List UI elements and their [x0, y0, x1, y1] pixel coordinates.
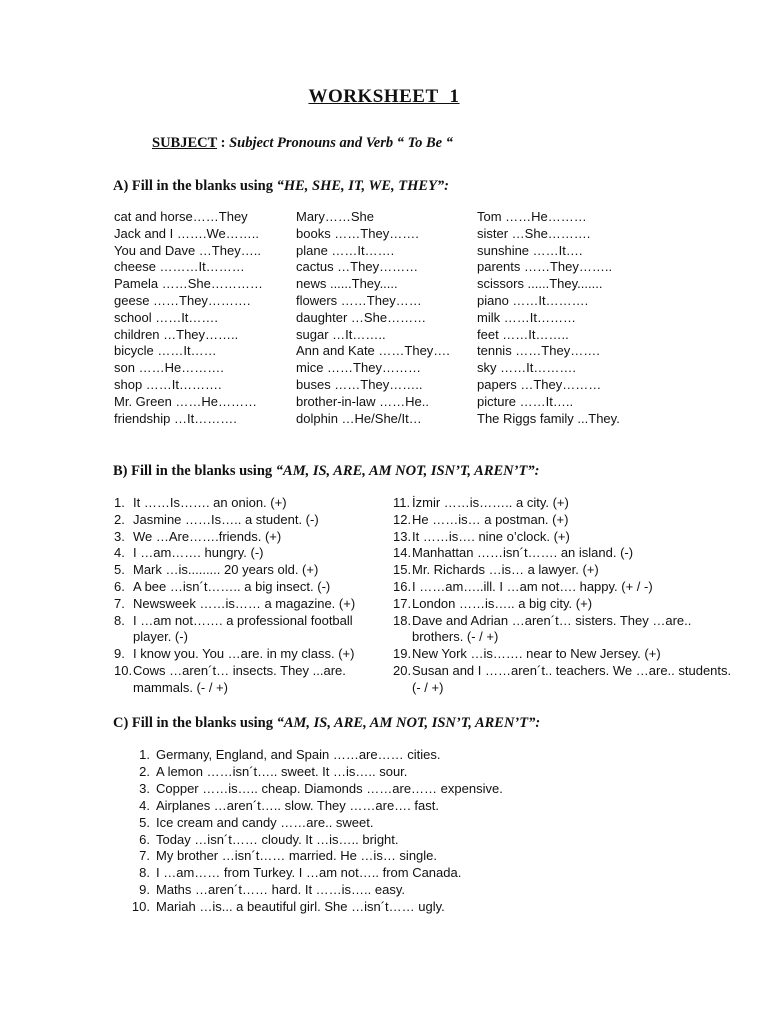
section-b-heading: [113, 463, 539, 480]
blank-item: Pamela ……She…………: [114, 276, 263, 292]
blank-item: sister …She……….: [477, 225, 591, 241]
blank-item: shop ……It……….: [114, 376, 222, 392]
exercise-number: 5.: [139, 814, 150, 830]
section-a-heading-quote: “HE, SHE, IT, WE, THEY”:: [276, 178, 450, 194]
blank-item: son ……He……….: [114, 360, 224, 376]
exercise-number: 2.: [139, 763, 150, 779]
exercise-item: [393, 646, 733, 663]
exercise-item: [130, 764, 690, 781]
section-a-heading-prefix: A) Fill in the blanks using: [113, 178, 277, 194]
section-a-column-1: [114, 209, 263, 427]
exercise-number: 13.: [393, 528, 412, 544]
blank-item: tennis ……They…….: [477, 343, 600, 359]
blank-item: You and Dave …They…..: [114, 242, 261, 258]
blank-item: cactus …They………: [296, 259, 419, 275]
exercise-item: [130, 882, 690, 899]
exercise-item: [130, 798, 690, 815]
exercise-number: 9.: [139, 882, 150, 898]
subject-label: SUBJECT: [152, 135, 218, 151]
exercise-number: 7.: [139, 848, 150, 864]
blank-item: sky ……It……….: [477, 360, 576, 376]
blank-item: school ……It…….: [114, 309, 219, 325]
blank-item: sunshine ……It….: [477, 242, 583, 258]
exercise-text: He ……is… a postman. (+): [412, 511, 569, 527]
blank-item: Tom ……He………: [477, 209, 587, 224]
section-c-heading-prefix: C) Fill in the blanks using: [113, 715, 277, 731]
exercise-text: Mr. Richards …is… a lawyer. (+): [412, 562, 599, 578]
blank-item: geese ……They……….: [114, 292, 251, 308]
exercise-text: I ……am…..ill. I …am not…. happy. (+ / -): [412, 578, 653, 594]
blank-item: parents ……They……..: [477, 259, 613, 275]
blank-item: sugar …It……..: [296, 326, 386, 342]
blank-item: Mary……She: [296, 209, 375, 224]
exercise-number: 3.: [114, 528, 125, 544]
subject-line: [152, 135, 453, 152]
exercise-number: 7.: [114, 595, 125, 611]
exercise-item: [393, 579, 733, 596]
blank-item: bicycle ……It……: [114, 343, 217, 359]
exercise-number: 16.: [393, 578, 412, 594]
blank-item: The Riggs family ...They.: [477, 410, 620, 426]
exercise-number: 2.: [114, 511, 125, 527]
section-c-list: [130, 747, 690, 916]
exercise-item: [393, 663, 733, 697]
exercise-text: New York …is……. near to New Jersey. (+): [412, 646, 661, 662]
blank-item: children …They……..: [114, 326, 239, 342]
exercise-text: Mark …is......... 20 years old. (+): [133, 562, 319, 578]
blank-item: flowers ……They……: [296, 292, 422, 308]
exercise-item: [130, 781, 690, 798]
blank-item: scissors ......They.......: [477, 276, 603, 292]
exercise-number: 6.: [139, 831, 150, 847]
section-c-heading-quote: “AM, IS, ARE, AM NOT, ISN’T, AREN’T”:: [276, 715, 541, 731]
subject-separator: :: [217, 135, 230, 151]
exercise-text: My brother …isn´t…… married. He …is… single.: [156, 848, 438, 864]
exercise-item: [114, 663, 384, 697]
section-a-heading: [113, 178, 449, 195]
blank-item: milk ……It………: [477, 309, 576, 325]
exercise-number: 10.: [131, 899, 150, 915]
exercise-text: I …am……. hungry. (-): [133, 545, 264, 561]
blank-item: brother-in-law ……He..: [296, 393, 429, 409]
exercise-number: 5.: [114, 562, 125, 578]
blank-item: papers …They………: [477, 376, 602, 392]
blank-item: cat and horse……They: [114, 209, 248, 224]
exercise-item: [130, 865, 690, 882]
exercise-item: [130, 848, 690, 865]
exercise-text: Manhattan ……isn´t……. an island. (-): [412, 545, 634, 561]
exercise-number: 18.: [393, 612, 412, 628]
blank-item: picture ……It…..: [477, 393, 574, 409]
exercise-number: 19.: [393, 646, 412, 662]
exercise-text: Cows …aren´t… insects. They ...are. mammals. (- / +): [133, 662, 346, 695]
exercise-item: [393, 495, 733, 512]
exercise-text: It ……is…. nine o’clock. (+): [412, 528, 570, 544]
page-title: WORKSHEET 1: [308, 86, 460, 107]
exercise-text: Mariah …is... a beautiful girl. She …isn´t…… ugly.: [156, 899, 445, 915]
exercise-item: [393, 613, 733, 647]
exercise-text: Susan and I ……aren´t.. teachers. We …are.. students. (- / +): [412, 662, 732, 695]
exercise-text: It ……Is……. an onion. (+): [133, 495, 287, 510]
exercise-number: 8.: [139, 865, 150, 881]
exercise-number: 1.: [139, 747, 150, 762]
exercise-number: 14.: [393, 545, 412, 561]
exercise-text: İzmir ……is…….. a city. (+): [412, 495, 569, 510]
blank-item: plane ……It…….: [296, 242, 395, 258]
exercise-number: 20.: [393, 662, 412, 678]
exercise-text: Newsweek ……is…… a magazine. (+): [133, 595, 356, 611]
exercise-text: We …Are…….friends. (+): [133, 528, 282, 544]
exercise-number: 9.: [114, 646, 125, 662]
exercise-text: A lemon ……isn´t….. sweet. It …is….. sour.: [156, 763, 408, 779]
blank-item: daughter …She………: [296, 309, 427, 325]
section-b-right-list: [393, 495, 733, 697]
exercise-text: I …am not……. a professional football player. (-): [133, 612, 353, 645]
blank-item: news ......They.....: [296, 276, 398, 292]
exercise-text: I know you. You …are. in my class. (+): [133, 646, 355, 662]
exercise-number: 6.: [114, 578, 125, 594]
exercise-text: Copper ……is….. cheap. Diamonds ……are…… expensive.: [156, 780, 503, 796]
section-a-column-3: [477, 209, 620, 427]
exercise-text: Today …isn´t…… cloudy. It …is….. bright.: [156, 831, 399, 847]
blank-item: cheese ………It………: [114, 259, 245, 275]
section-c-heading: [113, 715, 540, 732]
exercise-number: 8.: [114, 612, 125, 628]
exercise-text: Airplanes …aren´t….. slow. They ……are…. fast.: [156, 797, 439, 813]
exercise-item: [393, 596, 733, 613]
exercise-item: [114, 596, 384, 613]
exercise-item: [130, 899, 690, 916]
exercise-item: [393, 545, 733, 562]
blank-item: feet ……It……..: [477, 326, 569, 342]
blank-item: buses ……They……..: [296, 376, 423, 392]
exercise-text: London ……is….. a big city. (+): [412, 595, 593, 611]
section-b-heading-prefix: B) Fill in the blanks using: [113, 463, 276, 479]
exercise-text: Maths …aren´t…… hard. It ……is….. easy.: [156, 882, 405, 898]
exercise-item: [130, 832, 690, 849]
exercise-number: 1.: [114, 495, 125, 510]
blank-item: dolphin …He/She/It…: [296, 410, 422, 426]
exercise-number: 10.: [114, 662, 133, 678]
blank-item: books ……They…….: [296, 225, 419, 241]
exercise-item: [130, 815, 690, 832]
exercise-item: [114, 613, 384, 647]
blank-item: Jack and I …….We……..: [114, 225, 259, 241]
blank-item: Ann and Kate ……They….: [296, 343, 450, 359]
exercise-item: [393, 562, 733, 579]
exercise-item: [114, 579, 384, 596]
exercise-number: 17.: [393, 595, 412, 611]
blank-item: mice ……They………: [296, 360, 421, 376]
exercise-text: I …am…… from Turkey. I …am not….. from Canada.: [156, 865, 462, 881]
exercise-item: [393, 512, 733, 529]
exercise-text: Dave and Adrian …aren´t… sisters. They …are.. brothers. (- / +): [412, 612, 692, 645]
exercise-text: Jasmine ……Is….. a student. (-): [133, 511, 319, 527]
exercise-item: [114, 495, 384, 512]
blank-item: Mr. Green ……He………: [114, 393, 258, 409]
exercise-number: 4.: [114, 545, 125, 561]
exercise-number: 3.: [139, 780, 150, 796]
exercise-item: [114, 545, 384, 562]
exercise-item: [130, 747, 690, 764]
blank-item: piano ……It……….: [477, 292, 589, 308]
exercise-number: 4.: [139, 797, 150, 813]
section-b-heading-quote: “AM, IS, ARE, AM NOT, ISN’T, AREN’T”:: [275, 463, 540, 479]
exercise-item: [114, 562, 384, 579]
exercise-item: [393, 529, 733, 546]
exercise-text: A bee …isn´t…….. a big insect. (-): [133, 578, 331, 594]
exercise-text: Ice cream and candy ……are.. sweet.: [156, 814, 374, 830]
exercise-number: 12.: [393, 511, 412, 527]
exercise-text: Germany, England, and Spain ……are…… cities.: [156, 747, 441, 762]
section-b-left-list: [114, 495, 384, 697]
subject-value: Subject Pronouns and Verb “ To Be “: [229, 135, 453, 151]
exercise-item: [114, 646, 384, 663]
blank-item: friendship …It……….: [114, 410, 237, 426]
section-a-column-2: [296, 209, 450, 427]
exercise-item: [114, 512, 384, 529]
exercise-item: [114, 529, 384, 546]
exercise-number: 15.: [393, 562, 412, 578]
exercise-number: 11.: [393, 495, 411, 510]
